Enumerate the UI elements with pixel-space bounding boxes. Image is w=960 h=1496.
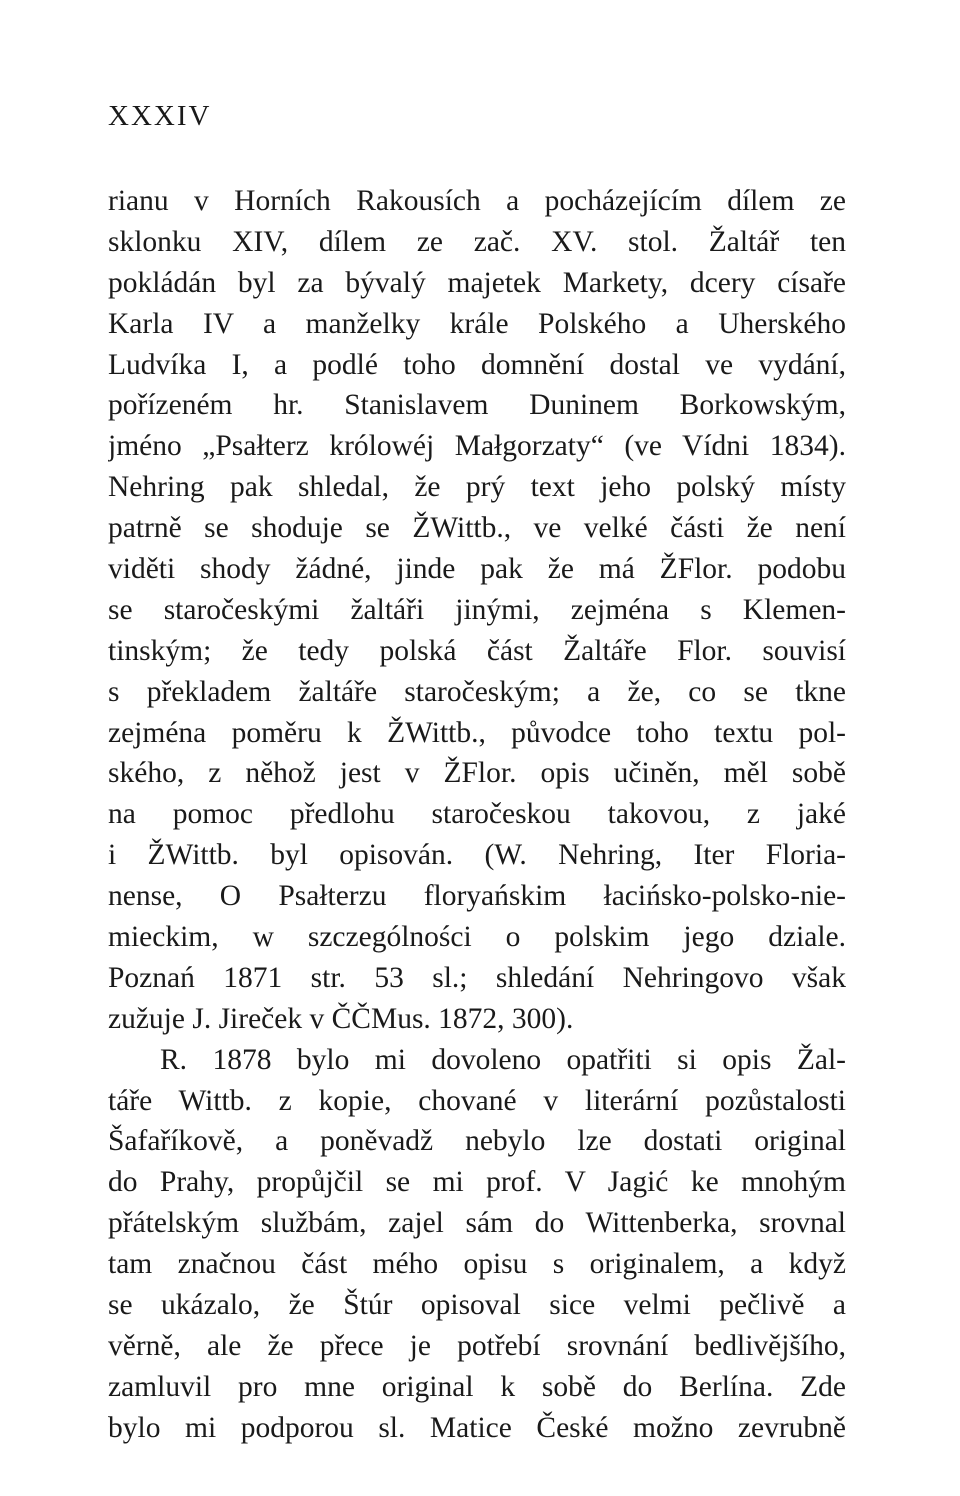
text-line: rianu v Horních Rakousích a pocházejícím dílem ze	[108, 185, 846, 217]
text-line: nense, O Psałterzu floryańskim łacińsko-polsko-nie-	[108, 880, 846, 913]
text-line: bylo mi podporou sl. Matice České možno zevrubně	[108, 1411, 846, 1444]
text-line: táře Wittb. z kopie, chované v literární pozůstalosti	[108, 1084, 846, 1117]
text-line: jméno „Psałterz królowéj Małgorzaty“ (ve Vídni 1834).	[108, 430, 846, 463]
text-line: i ŽWittb. byl opisován. (W. Nehring, Iter Floria-	[108, 839, 846, 872]
text-line: Ludvíka I, a podlé toho domnění dostal ve vydání,	[108, 348, 846, 381]
text-line: přátelským službám, zajel sám do Wittenberka, srovnal	[108, 1207, 846, 1240]
text-line: pokládán byl za bývalý majetek Markety, dcery císaře	[108, 266, 846, 299]
text-line: Karla IV a manželky krále Polského a Uherského	[108, 307, 846, 340]
text-line: viděti shody žádné, jinde pak že má ŽFlor. podobu	[108, 553, 846, 586]
text-line: se ukázalo, že Štúr opisoval sice velmi pečlivě a	[108, 1289, 846, 1322]
paragraph-start-line: R. 1878 bylo mi dovoleno opatřiti si opis Žal-	[160, 1043, 846, 1076]
text-line: na pomoc předlohu staročeskou takovou, z jaké	[108, 798, 846, 831]
text-line: s překladem žaltáře staročeským; a že, co se tkne	[108, 675, 846, 708]
text-line: ského, z něhož jest v ŽFlor. opis učiněn, měl sobě	[108, 757, 846, 790]
text-line: tinským; že tedy polská část Žaltáře Flor. souvisí	[108, 634, 846, 667]
text-line: tam značnou část mého opisu s originalem, a když	[108, 1248, 846, 1281]
text-line: Nehring pak shledal, že prý text jeho polský místy	[108, 471, 846, 504]
text-line: zejména poměru k ŽWittb., původce toho textu pol-	[108, 716, 846, 749]
text-line: Šafaříkově, a poněvadž nebylo lze dostati original	[108, 1125, 846, 1158]
text-line: zužuje J. Jireček v ČČMus. 1872, 300).	[108, 1002, 574, 1035]
text-line: se staročeskými žaltáři jinými, zejména s Klemen-	[108, 593, 846, 626]
text-line: zamluvil pro mne original k sobě do Berlína. Zde	[108, 1370, 846, 1403]
text-line: pořízeném hr. Stanislavem Duninem Borkowským,	[108, 389, 846, 422]
text-line: mieckim, w szczególności o polskim jego dziale.	[108, 921, 846, 954]
body-text	[108, 181, 846, 1449]
text-line: do Prahy, propůjčil se mi prof. V Jagić ke mnohým	[108, 1166, 846, 1199]
text-line: patrně se shoduje se ŽWittb., ve velké části že není	[108, 512, 846, 545]
text-line: sklonku XIV, dílem ze zač. XV. stol. Žaltář ten	[108, 225, 846, 258]
text-line: Poznań 1871 str. 53 sl.; shledání Nehringovo však	[108, 961, 846, 994]
text-line: věrně, ale že přece je potřebí srovnání bedlivějšího,	[108, 1329, 846, 1362]
page-number: XXXIV	[108, 100, 212, 132]
